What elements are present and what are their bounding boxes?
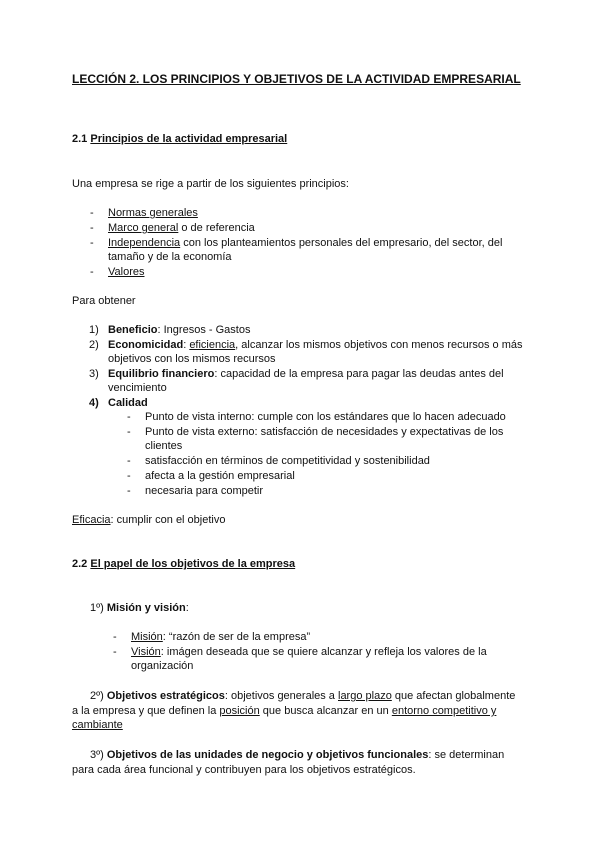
list-item-term: Visión: [131, 646, 161, 658]
item-text: :: [183, 339, 190, 351]
bullet-dash: -: [113, 631, 117, 643]
item-underlined: eficiencia: [189, 339, 236, 351]
numbered-item: [108, 323, 250, 338]
list-item-continuation: tamaño y de la economía: [108, 251, 232, 263]
section-number: 2.2: [72, 558, 91, 570]
bullet-dash: -: [127, 455, 131, 467]
list-item-continuation: organización: [131, 660, 194, 672]
list-number: 2): [89, 339, 99, 351]
para-number: 2º): [90, 690, 107, 702]
bullet-dash: -: [127, 470, 131, 482]
numbered-item: Calidad: [108, 397, 148, 409]
numbered-item-continuation: objetivos con los mismos recursos: [108, 353, 276, 365]
sub-list-item: afecta a la gestión empresarial: [145, 470, 295, 482]
para-text: a la empresa y que definen la: [72, 705, 220, 717]
bullet-dash: -: [90, 266, 94, 278]
bullet-dash: -: [127, 411, 131, 423]
list-item-term: Misión: [131, 631, 163, 643]
item-text: , alcanzar los mismos objetivos con menos recursos o más: [235, 339, 523, 351]
paragraph-objetivos-estrategicos: [90, 689, 515, 704]
section-heading-2-1: [72, 132, 287, 147]
para-underlined: entorno competitivo y: [391, 705, 497, 717]
item-text: : Ingresos - Gastos: [157, 324, 251, 336]
list-item-text: o de referencia: [178, 222, 255, 234]
list-item-text: con los planteamientos personales del empresario, del sector, del: [180, 237, 503, 249]
list-item: [108, 236, 502, 251]
sub-list-item-continuation: clientes: [145, 440, 183, 452]
list-number: 4): [89, 397, 99, 409]
paragraph-objetivos-funcionales: [90, 748, 504, 763]
para-text: Para obtener: [72, 295, 136, 307]
section-number: 2.1: [72, 133, 91, 145]
sub-list-item: satisfacción en términos de competitividad y sostenibilidad: [145, 455, 430, 467]
list-item-term: Independencia: [108, 237, 181, 249]
bullet-dash: -: [90, 222, 94, 234]
bullet-dash: -: [90, 207, 94, 219]
list-number: 1): [89, 324, 99, 336]
list-item-text: : imágen deseada que se quiere alcanzar y refleja los valores de la: [160, 646, 487, 658]
item-term: Beneficio: [108, 324, 158, 336]
eficacia-term: Eficacia: [72, 514, 111, 526]
item-term: Equilibrio financiero: [108, 368, 215, 380]
sub-list-item: necesaria para competir: [145, 485, 264, 497]
section-heading-2-2: [72, 557, 295, 572]
para-text: que afectan globalmente: [391, 690, 516, 702]
sub-list-item: Punto de vista externo: satisfacción de necesidades y expectativas de los: [145, 426, 504, 438]
paragraph-continuation: para cada área funcional y contribuyen para los objetivos estratégicos.: [72, 764, 416, 776]
section-title: El papel de los objetivos de la empresa: [90, 558, 296, 570]
para-underlined: posición: [219, 705, 260, 717]
list-item-term: Marco general: [108, 222, 179, 234]
para-text: : se determinan: [428, 749, 505, 761]
bullet-dash: -: [113, 646, 117, 658]
bullet-dash: -: [127, 485, 131, 497]
list-item: [131, 645, 487, 660]
list-item: [108, 221, 255, 236]
section-title: Principios de la actividad empresarial: [90, 133, 288, 145]
bullet-dash: -: [90, 237, 94, 249]
numbered-item: [108, 338, 523, 353]
paragraph-continuation: cambiante: [72, 719, 123, 731]
eficacia-line: [72, 513, 225, 528]
list-item: Valores: [108, 266, 145, 278]
subheading-colon: :: [185, 602, 189, 614]
numbered-item: [108, 367, 504, 382]
intro-text: Una empresa se rige a partir de los siguientes principios:: [72, 178, 349, 190]
numbered-item-continuation: vencimiento: [108, 382, 167, 394]
paragraph-continuation: [72, 704, 496, 719]
bullet-dash: -: [127, 426, 131, 438]
para-term: Objetivos de las unidades de negocio y objetivos funcionales: [106, 749, 429, 761]
para-text: que busca alcanzar en un: [259, 705, 392, 717]
item-text: : capacidad de la empresa para pagar las deudas antes del: [214, 368, 504, 380]
page-title: LECCIÓN 2. LOS PRINCIPIOS Y OBJETIVOS DE LA ACTIVIDAD EMPRESARIAL: [72, 72, 521, 86]
eficacia-text: : cumplir con el objetivo: [110, 514, 226, 526]
list-number: 3): [89, 368, 99, 380]
item-term: Economicidad: [108, 339, 184, 351]
subheading-mision-vision: [90, 601, 189, 616]
para-term: Objetivos estratégicos: [106, 690, 225, 702]
sub-list-item: Punto de vista interno: cumple con los estándares que lo hacen adecuado: [145, 411, 506, 423]
subheading-number: 1º): [90, 602, 107, 614]
para-underlined: largo plazo: [338, 690, 392, 702]
para-text: : objetivos generales a: [224, 690, 338, 702]
subheading-title: Misión y visión: [106, 602, 186, 614]
list-item-text: : “razón de ser de la empresa”: [162, 631, 311, 643]
para-number: 3º): [90, 749, 107, 761]
list-item: [131, 630, 310, 645]
list-item: Normas generales: [108, 207, 198, 219]
